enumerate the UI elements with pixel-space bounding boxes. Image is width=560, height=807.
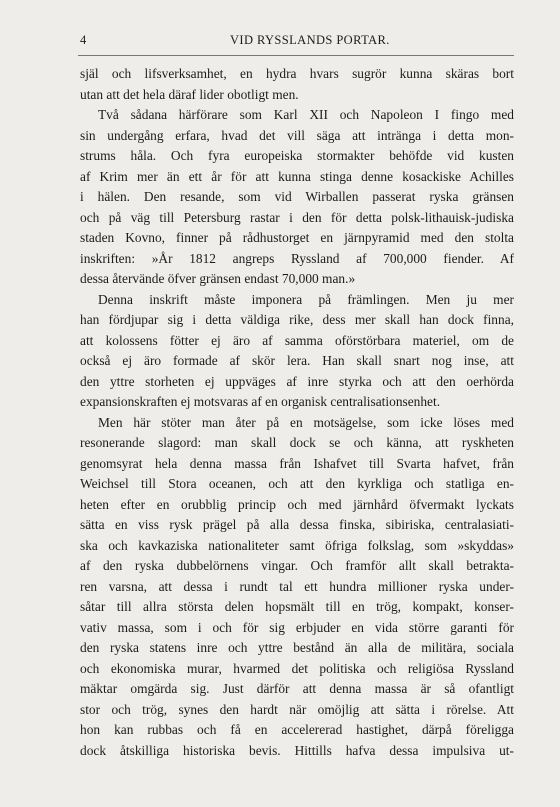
text-line: själ och lifsverksamhet, en hydra hvars sugrör kunna skäras bort [80,66,514,81]
text-line: och ekonomiska murar, hvarmed det politiska och religiösa Ryssland [80,660,514,676]
text-line: strums håla. Och fyra europeiska stormakter behöfde vid kusten [80,148,514,163]
text-line: den yttre storheten ej uppväges af inre styrka och att den oerhörda [80,373,514,389]
text-line: expansionskraften ej motsvaras af en organisk centralisationsenhet. [80,394,441,409]
header-rule [78,55,514,56]
text-line: resonerande slagord: man skall dock se och känna, att ryskheten [80,435,514,450]
text-line: stor och trög, synes den hardt när omöjlig att sätta i rörelse. Att [80,701,514,717]
text-line: såtar till allra största delen hopsmält till en trög, kompakt, konser- [80,599,514,614]
text-line: af den ryska dubbelörnens vingar. Och framför allt skall betrakta- [80,558,514,573]
text-line: genomsyrat hela denna massa från Ishafvet till Svarta hafvet, från [80,455,514,471]
text-line: mäktar omgärda sig. Just därför att denna massa är så ofantligt [80,681,514,696]
text-line: af Krim mer än ett år för att kunna stinga denne kosackiske Achilles [80,168,514,184]
page-number: 4 [80,33,87,47]
text-line: i hälen. Den resande, som vid Wirballen passerat ryska gränsen [80,189,514,204]
text-line: heten efter en orubblig princip och med järnhård öfvermakt lyckats [80,496,514,512]
text-line: inskriften: »År 1812 angreps Ryssland af 700,000 fiender. Af [80,250,514,266]
text-line: sin undergång erfara, hvad det vill säga att intränga i detta mon- [80,127,514,143]
running-head: VID RYSSLANDS PORTAR. [230,33,390,47]
text-line: den ryska statens inre och yttre bestånd än alla de militära, sociala [80,640,514,655]
text-line: Två sådana härförare som Karl XII och Napoleon I fingo med [98,107,514,122]
text-line: Denna inskrift måste imponera på främlingen. Men ju mer [98,291,514,307]
text-line: dessa återvände öfver gränsen endast 70,000 man.» [80,271,356,286]
body-text [80,64,514,761]
text-line: staden Kovno, finner på rådhustorget en järnpyramid med den stolta [80,230,514,245]
text-line: att kolossens fötter ej äro af samma oförstörbara materiel, om de [80,332,514,348]
text-line: utan att det hela däraf lider obotligt men. [80,86,299,102]
text-line: sätta en viss rysk prägel på alla dessa finska, sibiriska, centralasiati- [80,517,514,532]
text-line: Men här stöter man åter på en motsägelse, som icke löses med [98,414,514,430]
text-line: vativ massa, som i och för sig erbjuder en vida större garanti för [80,619,514,635]
text-line: hon kan rubbas och få en accelererad hastighet, därpå föreligga [80,722,514,737]
text-line: ska och kavkaziska nationaliteter samt öfriga folkslag, som »skyddas» [80,537,514,553]
text-line: dock åtskilliga historiska bevis. Hittills hafva dessa impulsiva ut- [80,742,514,758]
text-line: han fördjupar sig i detta väldiga rike, dess mer skall han dock finna, [80,312,514,327]
page-header [80,33,514,49]
text-line: och på väg till Petersburg rastar i den för detta polsk-lithauisk-judiska [80,209,514,225]
text-line: ren varsna, att dessa i rundt tal ett hundra millioner ryska under- [80,578,514,594]
text-line: också ej äro formade af skör lera. Han skall snart nog inse, att [80,353,514,368]
text-line: Weichsel till Stora oceanen, och att den kyrkliga och statliga en- [80,476,514,491]
